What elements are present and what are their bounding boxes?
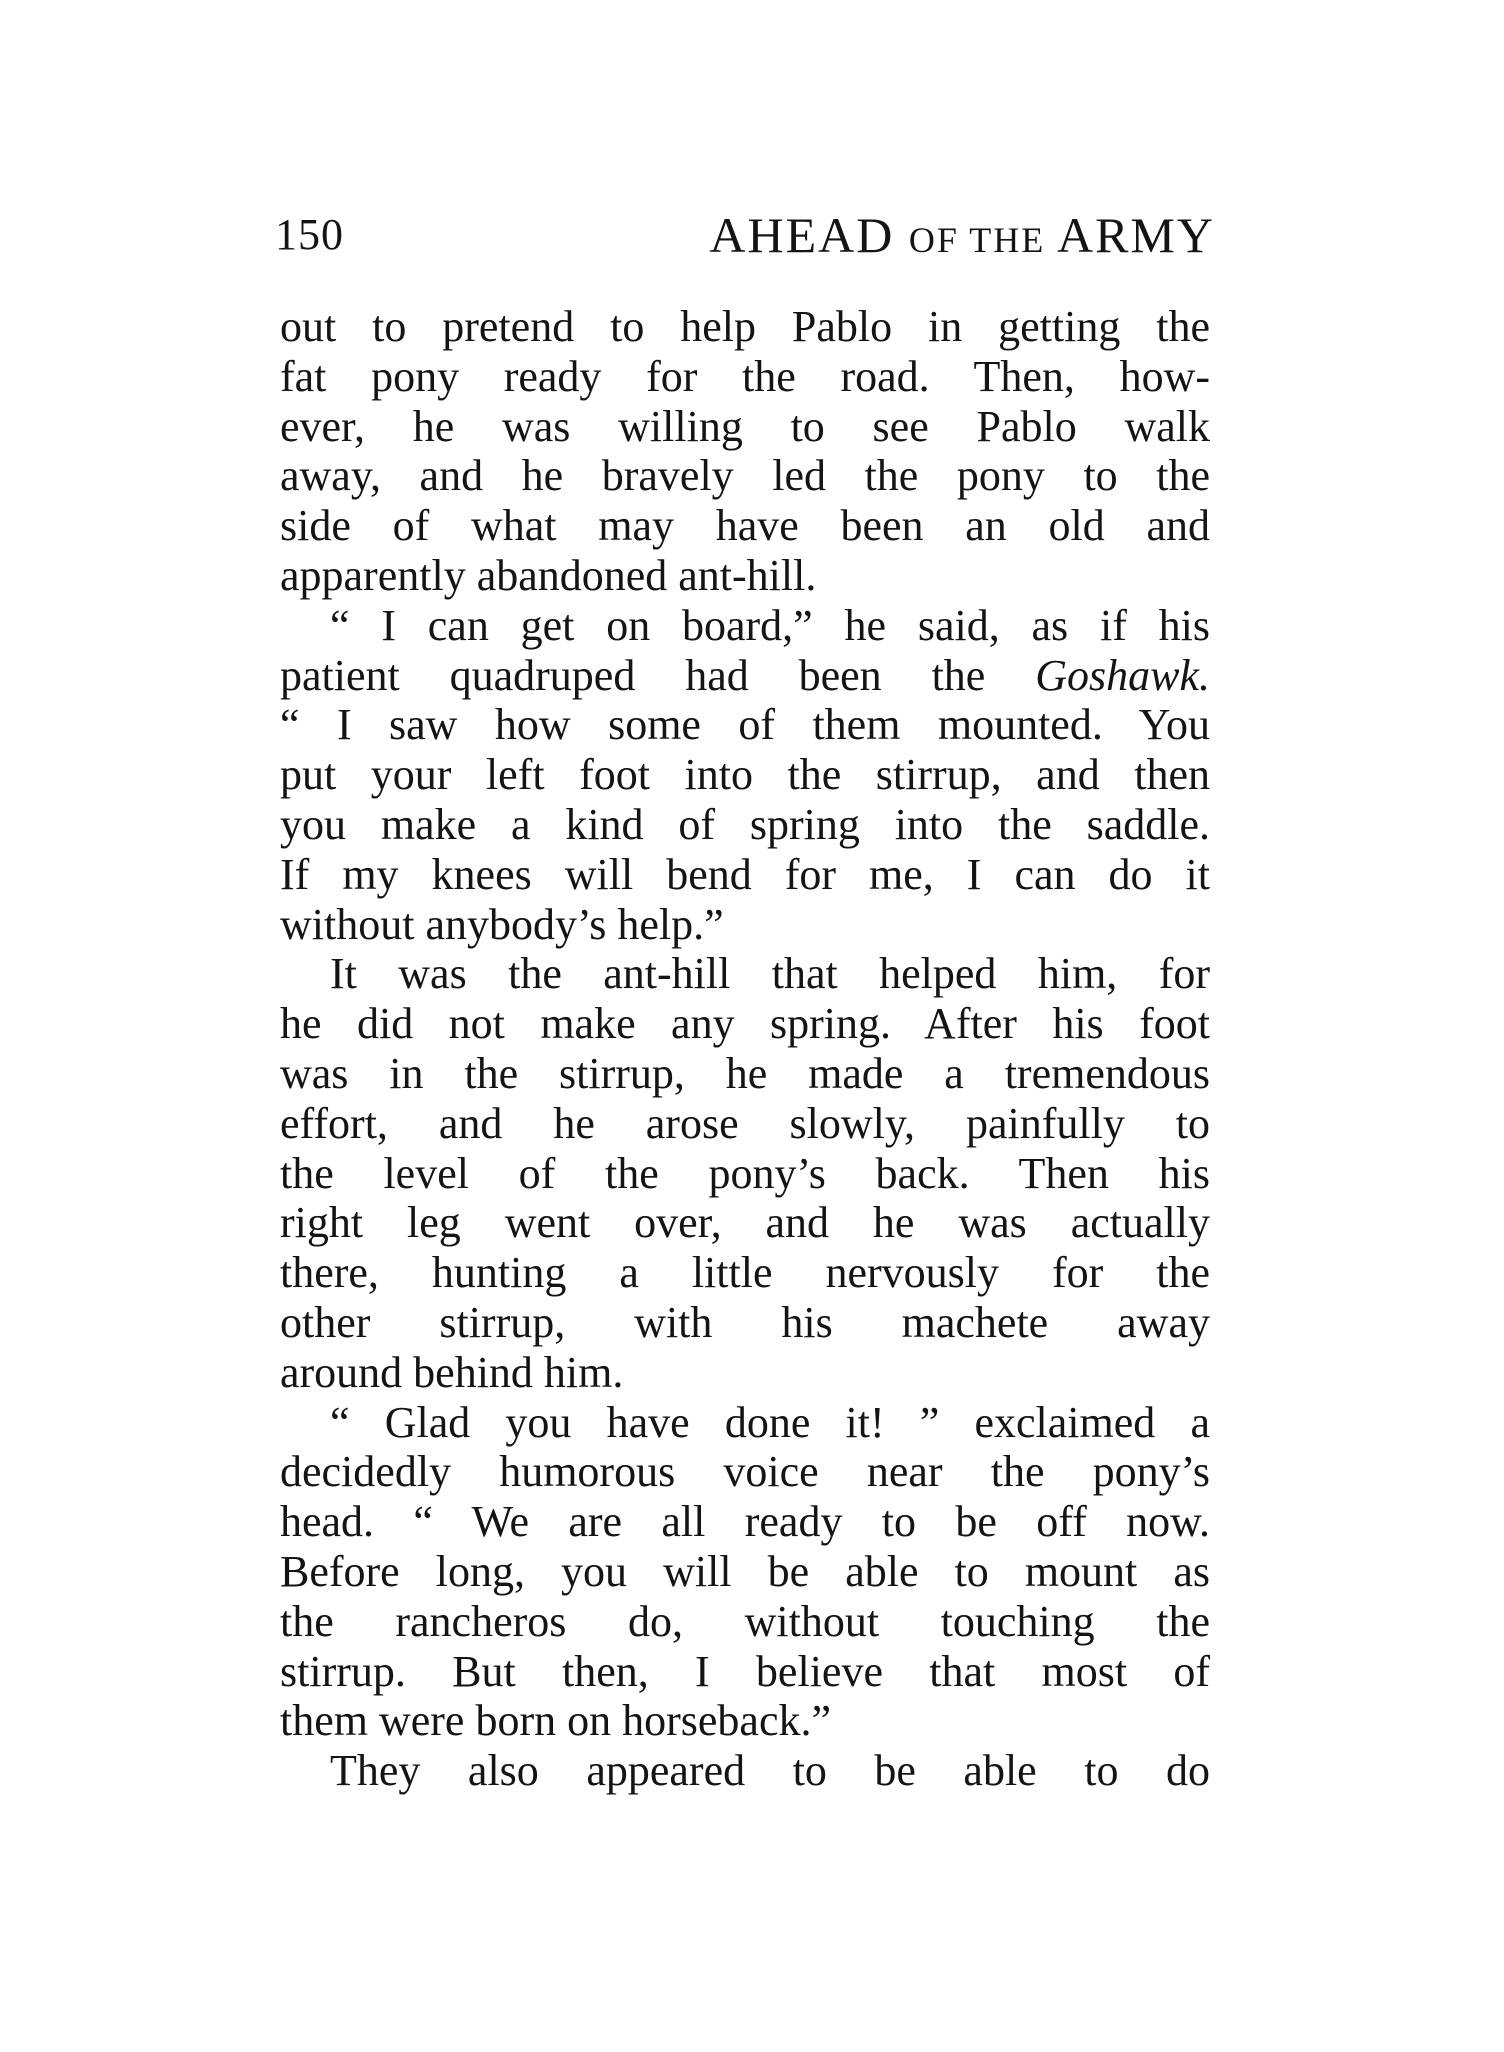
text-line: put your left foot into the stirrup, and then <box>280 750 1210 800</box>
text-line: without anybody’s help.” <box>280 899 724 949</box>
body-text <box>280 302 1210 1796</box>
text-line: side of what may have been an old and <box>280 501 1210 551</box>
italic-ship-name: Goshawk. <box>1035 650 1210 700</box>
text-line: decidedly humorous voice near the pony’s <box>280 1447 1210 1497</box>
text-line: “ Glad you have done it! ” exclaimed a <box>330 1397 1210 1447</box>
text-line: Before long, you will be able to mount as <box>280 1546 1210 1596</box>
text-line: out to pretend to help Pablo in getting the <box>280 302 1210 351</box>
running-head-title-end: ARMY <box>1056 207 1215 263</box>
text-line: “ I saw how some of them mounted. You <box>280 700 1210 750</box>
text-line: the level of the pony’s back. Then his <box>280 1148 1210 1198</box>
text-line: apparently abandoned ant-hill. <box>280 550 817 600</box>
text-line: “ I can get on board,” he said, as if his <box>330 600 1210 650</box>
text-line: there, hunting a little nervously for the <box>280 1248 1210 1298</box>
text-line-segment: patient quadruped had been the <box>280 650 1036 700</box>
text-line: away, and he bravely led the pony to the <box>280 451 1210 501</box>
text-line: fat pony ready for the road. Then, how- <box>280 351 1210 401</box>
text-line: he did not make any spring. After his foot <box>280 999 1210 1049</box>
text-line: effort, and he arose slowly, painfully to <box>280 1098 1210 1148</box>
text-line: If my knees will bend for me, I can do it <box>280 849 1210 899</box>
running-head <box>709 200 1215 275</box>
text-line <box>280 651 1210 701</box>
page-header <box>275 200 1215 270</box>
running-head-title-middle: OF THE <box>908 220 1046 260</box>
page-number: 150 <box>275 210 344 259</box>
running-head-title-start: AHEAD <box>709 207 895 263</box>
text-line: It was the ant-hill that helped him, for <box>330 949 1210 999</box>
text-line: other stirrup, with his machete away <box>280 1297 1210 1347</box>
text-line: stirrup. But then, I believe that most of <box>280 1646 1210 1696</box>
text-line: around behind him. <box>280 1347 624 1397</box>
text-line: They also appeared to be able to do <box>330 1746 1210 1796</box>
text-line: was in the stirrup, he made a tremendous <box>280 1048 1210 1098</box>
text-line: them were born on horseback.” <box>280 1696 832 1746</box>
text-line: ever, he was willing to see Pablo walk <box>280 401 1210 451</box>
text-line: head. “ We are all ready to be off now. <box>280 1497 1210 1547</box>
text-line: you make a kind of spring into the saddle. <box>280 799 1210 849</box>
text-line: right leg went over, and he was actually <box>280 1198 1210 1248</box>
text-line: the rancheros do, without touching the <box>280 1596 1210 1646</box>
